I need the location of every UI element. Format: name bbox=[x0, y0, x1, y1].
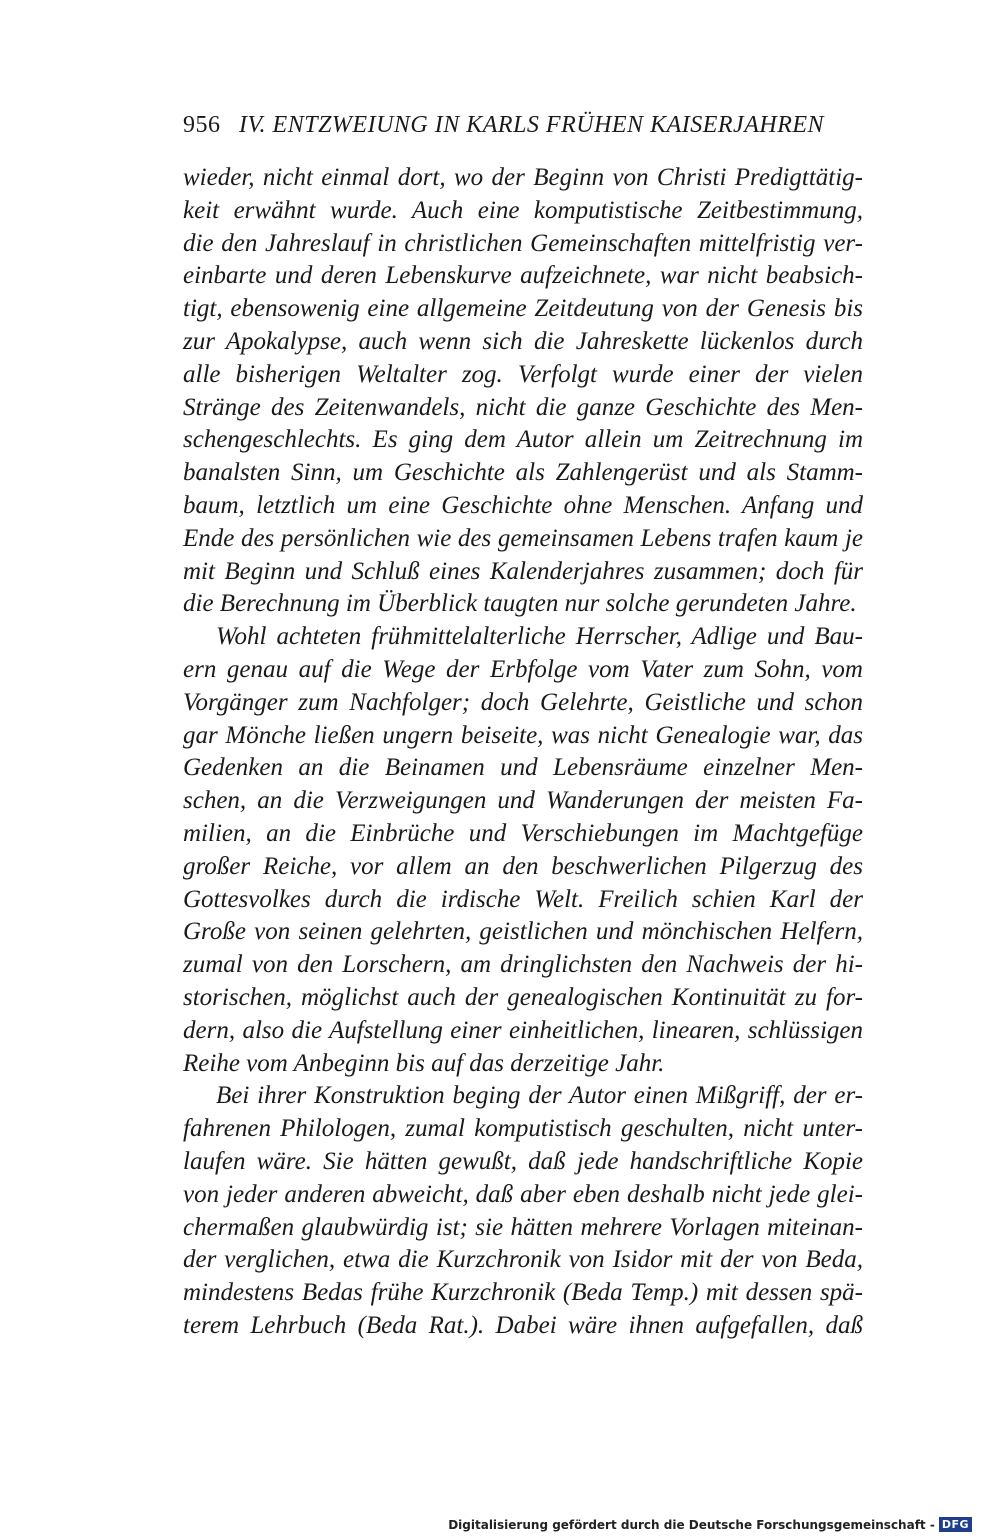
text-line: von jeder anderen abweicht, daß aber eben deshalb nicht jede glei- bbox=[183, 1180, 863, 1208]
digitization-credit bbox=[448, 1517, 972, 1532]
dfg-logo: DFG bbox=[939, 1517, 972, 1532]
text-line: baum, letztlich um eine Geschichte ohne Menschen. Anfang und bbox=[183, 491, 863, 519]
text-line: Vorgänger zum Nachfolger; doch Gelehrte, Geistliche und schon bbox=[183, 688, 863, 716]
text-line: milien, an die Einbrüche und Verschiebungen im Machtgefüge bbox=[183, 819, 863, 847]
text-line: schengeschlechts. Es ging dem Autor allein um Zeitrechnung im bbox=[183, 426, 863, 454]
text-line: tigt, ebensowenig eine allgemeine Zeitdeutung von der Genesis bis bbox=[183, 295, 863, 323]
text-line: wieder, nicht einmal dort, wo der Beginn von Christi Predigttätig- bbox=[183, 164, 863, 191]
paragraph-first-line: Bei ihrer Konstruktion beging der Autor einen Mißgriff, der er- bbox=[216, 1082, 863, 1110]
text-line: schen, an die Verzweigungen und Wanderungen der meisten Fa- bbox=[183, 787, 863, 815]
body-text bbox=[183, 162, 863, 1343]
text-line: zumal von den Lorschern, am dringlichsten den Nachweis der hi- bbox=[183, 951, 863, 979]
credit-text: Digitalisierung gefördert durch die Deutsche Forschungsgemeinschaft - bbox=[448, 1517, 935, 1532]
text-line: laufen wäre. Sie hätten gewußt, daß jede handschriftliche Kopie bbox=[183, 1147, 863, 1175]
text-line: Gottesvolkes durch die irdische Welt. Freilich schien Karl der bbox=[183, 885, 863, 913]
text-line: storischen, möglichst auch der genealogischen Kontinuität zu for- bbox=[183, 983, 863, 1011]
text-line: banalsten Sinn, um Geschichte als Zahlengerüst und als Stamm- bbox=[183, 459, 863, 487]
text-line: keit erwähnt wurde. Auch eine komputistische Zeitbestimmung, bbox=[183, 196, 863, 224]
text-line: terem Lehrbuch (Beda Rat.). Dabei wäre ihnen aufgefallen, daß bbox=[183, 1311, 863, 1339]
text-line: alle bisherigen Weltalter zog. Verfolgt wurde einer der vielen bbox=[183, 360, 863, 388]
text-line: der verglichen, etwa die Kurzchronik von Isidor mit der von Beda, bbox=[183, 1246, 863, 1274]
text-line: Ende des persönlichen wie des gemeinsamen Lebens trafen kaum je bbox=[183, 524, 863, 552]
text-line: die Berechnung im Überblick taugten nur solche gerundeten Jahre. bbox=[183, 590, 857, 618]
text-line: mindestens Bedas frühe Kurzchronik (Beda Temp.) mit dessen spä- bbox=[183, 1279, 863, 1307]
text-line: Große von seinen gelehrten, geistlichen und mönchischen Helfern, bbox=[183, 918, 863, 946]
text-line: Gedenken an die Beinamen und Lebensräume einzelner Men- bbox=[183, 754, 863, 782]
text-line: Reihe vom Anbeginn bis auf das derzeitige Jahr. bbox=[183, 1049, 665, 1077]
text-line: ern genau auf die Wege der Erbfolge vom Vater zum Sohn, vom bbox=[183, 655, 863, 683]
text-line: dern, also die Aufstellung einer einheitlichen, linearen, schlüssigen bbox=[183, 1016, 863, 1044]
text-line: zur Apokalypse, auch wenn sich die Jahreskette lückenlos durch bbox=[183, 327, 863, 355]
text-line: Stränge des Zeitenwandels, nicht die ganze Geschichte des Men- bbox=[183, 393, 863, 421]
text-line: chermaßen glaubwürdig ist; sie hätten mehrere Vorlagen miteinan- bbox=[183, 1213, 863, 1241]
text-line: mit Beginn und Schluß eines Kalenderjahres zusammen; doch für bbox=[183, 557, 863, 585]
text-line: gar Mönche ließen ungern beiseite, was nicht Genealogie war, das bbox=[183, 721, 863, 749]
text-line: großer Reiche, vor allem an den beschwerlichen Pilgerzug des bbox=[183, 852, 863, 880]
running-header bbox=[183, 112, 863, 139]
text-line: fahrenen Philologen, zumal komputistisch geschulten, nicht unter- bbox=[183, 1115, 863, 1143]
text-line: die den Jahreslauf in christlichen Gemeinschaften mittelfristig ver- bbox=[183, 229, 863, 257]
text-line: einbarte und deren Lebenskurve aufzeichnete, war nicht beabsich- bbox=[183, 262, 863, 290]
running-head-title: IV. ENTZWEIUNG IN KARLS FRÜHEN KAISERJAHREN bbox=[239, 112, 825, 138]
page-number: 956 bbox=[183, 112, 221, 138]
paragraph-first-line: Wohl achteten frühmittelalterliche Herrscher, Adlige und Bau- bbox=[216, 623, 863, 651]
